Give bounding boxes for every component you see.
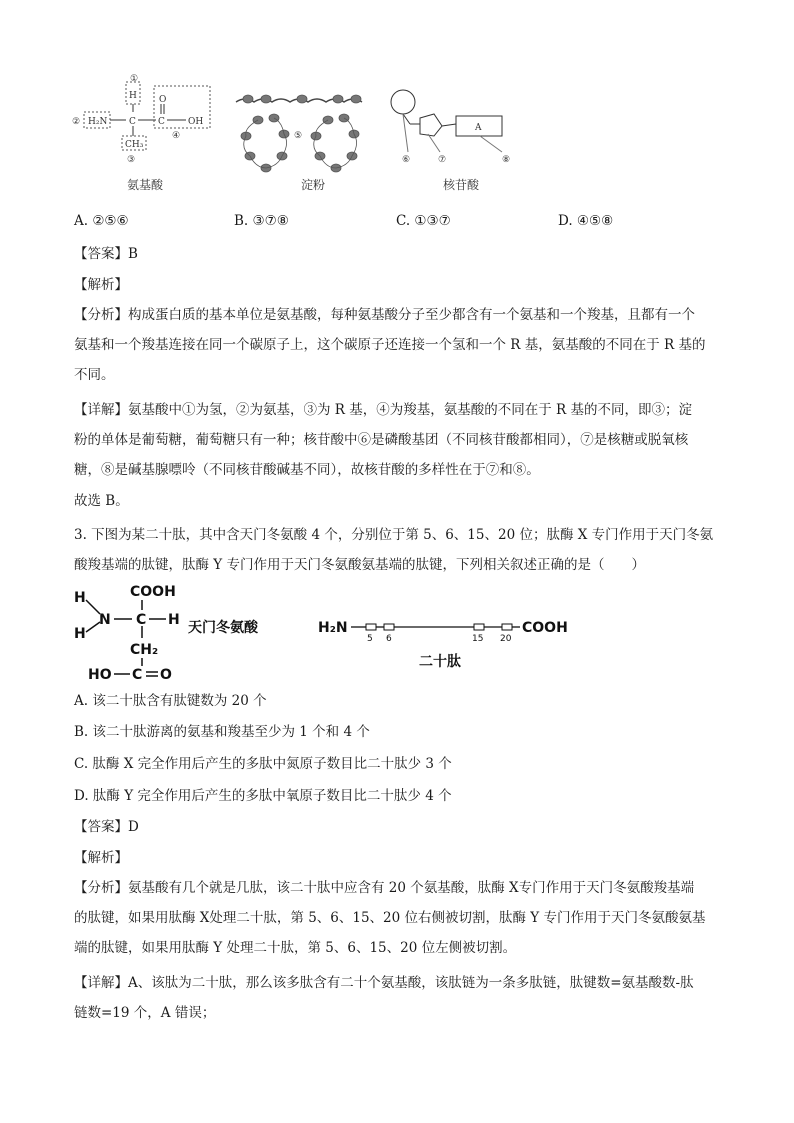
xiangjie-q3: 【详解】A、该肽为二十肽，那么该多肽含有二十个氨基酸，该肽链为一条多肽链，肽键数=氨基酸数-肽 链数=19 个，A 错误； bbox=[74, 975, 694, 1021]
answer-q3 bbox=[74, 818, 139, 836]
amino-acid-caption: 氨基酸 bbox=[127, 178, 164, 192]
svg-text:HO: HO bbox=[88, 667, 112, 683]
option-q3-c: C. 肽酶 X 完全作用后产生的多肽中氮原子数目比二十肽少 3 个 bbox=[74, 756, 452, 772]
svg-text:CH₂: CH₂ bbox=[130, 642, 159, 658]
xiangjie-tag: 【详解】 bbox=[74, 402, 128, 418]
option-b: B. ③⑦⑧ bbox=[234, 213, 289, 229]
answer-tag: 【答案】 bbox=[74, 819, 128, 835]
fenxi-q2: 【分析】构成蛋白质的基本单位是氨基酸，每种氨基酸分子至少都含有一个氨基和一个羧基，且都有一个 氨基和一个羧基连接在同一个碳原子上，这个碳原子还连接一个氢和一个 R 基，氨基酸的不同在于 R 基的 不同。 bbox=[74, 307, 706, 383]
svg-text:CH₃: CH₃ bbox=[125, 140, 144, 150]
option-c: C. ①③⑦ bbox=[396, 213, 451, 229]
nucleotide-structure bbox=[391, 90, 510, 165]
chain-end: COOH bbox=[522, 620, 568, 636]
svg-text:C: C bbox=[136, 612, 147, 628]
starch-structure bbox=[236, 95, 362, 172]
answer-q2 bbox=[74, 245, 138, 263]
answer-value: B bbox=[128, 246, 138, 262]
chain-start: H₂N bbox=[318, 620, 348, 636]
fenxi-tag: 【分析】 bbox=[74, 880, 128, 896]
position-6: 6 bbox=[386, 634, 392, 644]
option-q3-b: B. 该二十肽游离的氨基和羧基至少为 1 个和 4 个 bbox=[74, 724, 370, 740]
svg-text:O: O bbox=[159, 95, 167, 105]
svg-text:H: H bbox=[129, 91, 137, 101]
marker-7: ⑦ bbox=[438, 155, 447, 165]
nucleotide-caption: 核苷酸 bbox=[443, 178, 480, 192]
analysis-heading-q3: 【解析】 bbox=[74, 850, 128, 866]
svg-text:COOH: COOH bbox=[130, 584, 176, 600]
svg-text:C: C bbox=[132, 667, 143, 683]
svg-text:C: C bbox=[129, 117, 136, 127]
svg-text:O: O bbox=[160, 667, 172, 683]
marker-6: ⑥ bbox=[402, 155, 411, 165]
aspartic-acid-label: 天门冬氨酸 bbox=[188, 620, 258, 636]
svg-text:OH: OH bbox=[188, 117, 204, 127]
starch-caption: 淀粉 bbox=[301, 178, 326, 192]
svg-text:A: A bbox=[475, 123, 482, 133]
analysis-heading-q2: 【解析】 bbox=[74, 277, 128, 293]
option-q3-a: A. 该二十肽含有肽键数为 20 个 bbox=[74, 693, 267, 709]
svg-text:H: H bbox=[74, 590, 86, 606]
amino-acid-structure bbox=[72, 74, 210, 165]
svg-text:C: C bbox=[158, 117, 165, 127]
peptide-chain bbox=[318, 620, 568, 644]
answer-tag: 【答案】 bbox=[74, 246, 128, 262]
position-5: 5 bbox=[367, 634, 373, 644]
marker-3: ③ bbox=[127, 155, 136, 165]
xiangjie-tag: 【详解】 bbox=[74, 975, 128, 991]
position-20: 20 bbox=[500, 634, 512, 644]
svg-text:H: H bbox=[74, 626, 86, 642]
marker-4: ④ bbox=[172, 131, 181, 141]
question-3-stem: 3. 下图为某二十肽，其中含天门冬氨酸 4 个，分别位于第 5、6、15、20 位；肽酶 X 专门作用于天门冬氨 酸羧基端的肽键，肽酶 Y 专门作用于天门冬氨酸氨基端的肽键，下列相关叙述正确的是（ ） bbox=[74, 527, 714, 573]
marker-2: ② bbox=[72, 117, 81, 127]
option-q3-d: D. 肽酶 Y 完全作用后产生的多肽中氧原子数目比二十肽少 4 个 bbox=[74, 788, 452, 804]
marker-5: ⑤ bbox=[294, 131, 303, 141]
position-15: 15 bbox=[472, 634, 484, 644]
marker-1: ① bbox=[130, 74, 139, 84]
answer-value: D bbox=[128, 819, 139, 835]
option-d: D. ④⑤⑧ bbox=[558, 213, 614, 229]
svg-text:N: N bbox=[99, 612, 111, 628]
svg-text:H: H bbox=[168, 612, 180, 628]
conclusion-q2: 故选 B。 bbox=[74, 493, 129, 509]
fenxi-q3: 【分析】氨基酸有几个就是几肽，该二十肽中应含有 20 个氨基酸，肽酶 X专门作用于天门冬氨酸羧基端 的肽键，如果用肽酶 X处理二十肽，第 5、6、15、20 位右侧被切割，肽酶 Y 专门作用于天门冬氨酸氨基 端的肽键，如果用肽酶 Y 处理二十肽，第 5、6、15、20 位左侧被切割。 bbox=[74, 880, 706, 956]
marker-8: ⑧ bbox=[502, 155, 511, 165]
xiangjie-q2: 【详解】氨基酸中①为氢，②为氨基，③为 R 基，④为羧基，氨基酸的不同在于 R 基的不同，即③；淀 粉的单体是葡萄糖，葡萄糖只有一种；核苷酸中⑥是磷酸基团（不同核苷酸都相同），⑦是核糖或脱氧核 糖，⑧是碱基腺嘌呤（不同核苷酸碱基不同），故核苷酸的多样性在于⑦和⑧。 bbox=[74, 402, 692, 478]
peptide-figure bbox=[66, 582, 586, 684]
aspartic-acid-structure bbox=[74, 584, 180, 683]
fenxi-tag: 【分析】 bbox=[74, 307, 128, 323]
peptide-label: 二十肽 bbox=[419, 654, 461, 670]
option-a: A. ②⑤⑥ bbox=[74, 213, 129, 229]
svg-text:H₂N: H₂N bbox=[88, 117, 108, 127]
